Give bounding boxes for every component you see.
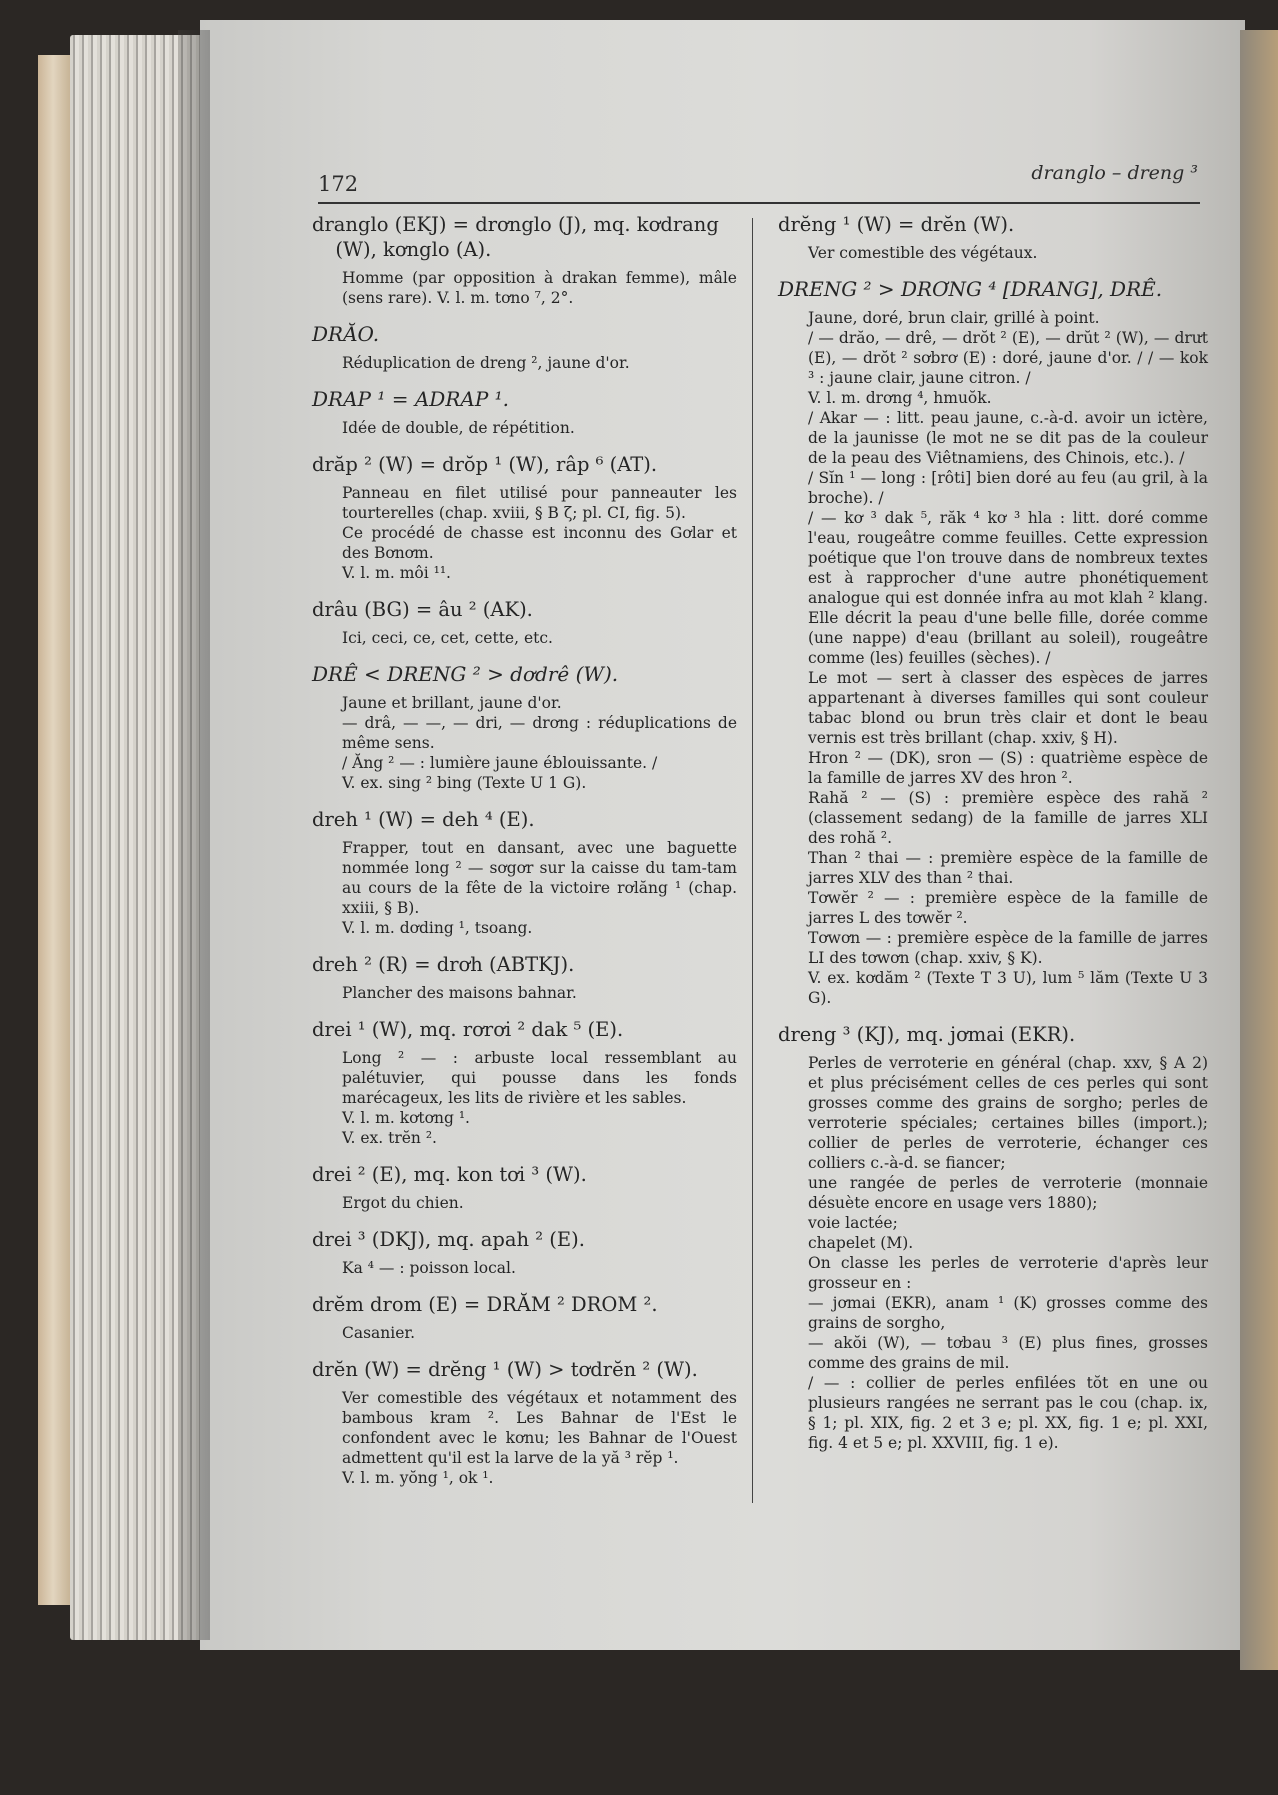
entry-definition: Hron ² — (DK), sron — (S) : quatrième espèce de la famille de jarres XV des hron ². (808, 749, 1208, 787)
entry-definition: V. ex. trĕn ². (342, 1129, 437, 1147)
page-header (318, 162, 1198, 198)
entry-definition: Ver comestible des végétaux. (808, 244, 1038, 262)
dictionary-entry (312, 212, 737, 308)
facing-page-edge (1240, 30, 1278, 1670)
right-column (778, 212, 1208, 1467)
entry-definition: chapelet (M). (808, 1234, 914, 1252)
entry-definition: Casanier. (342, 1324, 416, 1342)
header-rule (318, 202, 1200, 204)
entry-definition: — drâ, — —, — dri, — drơng : réduplications de même sens. (342, 714, 737, 752)
entry-definition: voie lactée; (808, 1214, 898, 1232)
dictionary-entry (778, 212, 1208, 263)
entry-definition: — akŏi (W), — tơbau ³ (E) plus fines, grosses comme des grains de mil. (808, 1334, 1208, 1372)
entry-definition: Réduplication de dreng ², jaune d'or. (342, 354, 630, 372)
entry-headword: dreng ³ (KJ), mq. jơmai (EKR). (778, 1023, 1076, 1046)
entry-headword: dranglo (EKJ) = drơnglo (J), mq. kơdrang (W), kơnglo (A). (312, 213, 719, 261)
dictionary-entry (312, 1227, 737, 1278)
dictionary-entry (778, 1022, 1208, 1453)
entry-definition: Tơwĕr ² — : première espèce de la famille de jarres L des tơwĕr ². (808, 889, 1208, 927)
dictionary-entry (312, 387, 737, 438)
entry-definition: une rangée de perles de verroterie (monnaie désuète encore en usage vers 1880); (808, 1174, 1208, 1212)
entry-headword: drei ² (E), mq. kon tơi ³ (W). (312, 1163, 587, 1186)
entry-definition: Ce procédé de chasse est inconnu des Gơlar et des Bơnơm. (342, 524, 737, 562)
entry-definition: / Ăng ² — : lumière jaune éblouissante. / (342, 754, 658, 772)
entry-headword: drei ¹ (W), mq. rơrơi ² dak ⁵ (E). (312, 1018, 624, 1041)
entry-definition: Perles de verroterie en général (chap. xxv, § A 2) et plus précisément celles de ces perles qui sont grosses comme des grains de sorgho; perles de verroterie spéciales; certaines billes (import.); collier de perles de verroterie, échanger ces colliers c.-à-d. se fiancer; (808, 1054, 1208, 1172)
entry-definition: On classe les perles de verroterie d'après leur grosseur en : (808, 1254, 1208, 1292)
entry-definition: / Akar — : litt. peau jaune, c.-à-d. avoir un ictère, de la jaunisse (le mot ne se dit pas de la couleur de la peau des Viêtnamiens, des Chinois, etc.). / (808, 409, 1208, 467)
entry-headword: drâu (BG) = âu ² (AK). (312, 598, 533, 621)
entry-definition: Frapper, tout en dansant, avec une baguette nommée long ² — sơgơr sur la caisse du tam-tam au cours de la fête de la victoire rơlăng ¹ (chap. xxiii, § B). (342, 839, 737, 917)
entry-definition: V. l. m. kơtơng ¹. (342, 1109, 470, 1127)
entry-definition: / Sĭn ¹ — long : [rôti] bien doré au feu (au gril, à la broche). / (808, 469, 1208, 507)
entry-headword: DRÊ < DRENG ² > dơdrê (W). (312, 662, 619, 686)
entry-definition: Le mot — sert à classer des espèces de jarres appartenant à diverses familles qui sont couleur tabac blond ou brun très clair et dont le beau vernis est très brillant (chap. xxiv, § H). (808, 669, 1208, 747)
entry-definition: Long ² — : arbuste local ressemblant au palétuvier, qui pousse dans les fonds marécageux, les lits de rivière et les sables. (342, 1049, 737, 1107)
dictionary-entry (312, 1292, 737, 1343)
entry-definition: V. l. m. môi ¹¹. (342, 564, 451, 582)
dictionary-entry (312, 1162, 737, 1213)
entry-definition: Tơwơn — : première espèce de la famille de jarres LI des tơwơn (chap. xxiv, § K). (808, 929, 1208, 967)
entry-definition: V. l. m. dơding ¹, tsoang. (342, 919, 533, 937)
column-divider (752, 218, 753, 1503)
entry-definition: Ka ⁴ — : poisson local. (342, 1259, 516, 1277)
entry-definition: Jaune, doré, brun clair, grillé à point. (808, 309, 1100, 327)
entry-definition: V. l. m. drơng ⁴, hmuŏk. (808, 389, 992, 407)
dictionary-entry (312, 662, 737, 793)
entry-definition: Plancher des maisons bahnar. (342, 984, 577, 1002)
entry-headword: DRENG ² > DRƠNG ⁴ [DRANG], DRÊ. (778, 277, 1163, 301)
entry-headword: DRĂO. (312, 322, 380, 346)
entry-definition: / — : collier de perles enfilées tŏt en une ou plusieurs rangées ne serrant pas le cou (chap. ix, § 1; pl. XIX, fig. 2 et 3 e; pl. XX, fig. 1 e; pl. XXI, fig. 4 et 5 e; pl. XXVIII, fig. 1 e). (808, 1374, 1208, 1452)
entry-definition: / — kơ ³ dak ⁵, răk ⁴ kơ ³ hla : litt. doré comme l'eau, rougeâtre comme feuilles. Cette expression poétique que l'on trouve dans de nombreux textes est à rapprocher d'une autre phonétiquement analogue qui est donnée infra au mot klah ² klang. Elle décrit la peau d'une belle fille, dorée comme (une nappe) d'eau (brillant au soleil), rougeâtre comme (les) feuilles (sèches). / (808, 509, 1208, 667)
entry-headword: drĕn (W) = drĕng ¹ (W) > tơdrĕn ² (W). (312, 1358, 698, 1381)
dictionary-entry (312, 322, 737, 373)
entry-headword: drĕm drom (E) = DRĂM ² DROM ². (312, 1293, 658, 1316)
dictionary-entry (312, 807, 737, 938)
entry-definition: — jơmai (EKR), anam ¹ (K) grosses comme des grains de sorgho, (808, 1294, 1208, 1332)
entry-headword: drăp ² (W) = drŏp ¹ (W), râp ⁶ (AT). (312, 453, 658, 476)
entry-definition: V. l. m. yŏng ¹, ok ¹. (342, 1469, 494, 1487)
page-number: 172 (318, 172, 359, 196)
entry-definition: Panneau en filet utilisé pour panneauter les tourterelles (chap. xviii, § B ζ; pl. CI, fig. 5). (342, 484, 737, 522)
entry-definition: Ici, ceci, ce, cet, cette, etc. (342, 629, 553, 647)
entry-headword: drei ³ (DKJ), mq. apah ² (E). (312, 1228, 585, 1251)
entry-headword: dreh ¹ (W) = deh ⁴ (E). (312, 808, 535, 831)
entry-definition: V. ex. sing ² bing (Texte U 1 G). (342, 774, 587, 792)
dictionary-entry (312, 452, 737, 583)
entry-definition: Ver comestible des végétaux et notamment des bambous kram ². Les Bahnar de l'Est le confondent avec le kơnu; les Bahnar de l'Ouest admettent qu'il est la larve de la yă ³ rĕp ¹. (342, 1389, 737, 1467)
dictionary-entry (312, 597, 737, 648)
dictionary-entry (312, 1017, 737, 1148)
gutter-shadow (178, 30, 210, 1640)
entry-definition: Ergot du chien. (342, 1194, 464, 1212)
entry-headword: DRAP ¹ = ADRAP ¹. (312, 387, 510, 411)
entry-definition: Than ² thai — : première espèce de la famille de jarres XLV des than ² thai. (808, 849, 1208, 887)
entry-definition: Rahă ² — (S) : première espèce des rahă ² (classement sedang) de la famille de jarres XLI des rohă ². (808, 789, 1208, 847)
entry-definition: / — drăo, — drê, — drŏt ² (E), — drŭt ² (W), — drưt (E), — drŏt ² sơbrơ (E) : doré, jaune d'or. / / — kok ³ : jaune clair, jaune citron. / (808, 329, 1208, 387)
dictionary-entry (312, 1357, 737, 1488)
entry-definition: Homme (par opposition à drakan femme), mâle (sens rare). V. l. m. tơno ⁷, 2°. (342, 269, 737, 307)
dictionary-entry (312, 952, 737, 1003)
entry-headword: drĕng ¹ (W) = drĕn (W). (778, 213, 1015, 236)
left-column (312, 212, 737, 1502)
running-head: dranglo – dreng ³ (1031, 162, 1198, 184)
dictionary-entry (778, 277, 1208, 1008)
entry-definition: Jaune et brillant, jaune d'or. (342, 694, 562, 712)
entry-definition: Idée de double, de répétition. (342, 419, 575, 437)
entry-definition: V. ex. kơdăm ² (Texte T 3 U), lum ⁵ lăm (Texte U 3 G). (808, 969, 1208, 1007)
entry-headword: dreh ² (R) = drơh (ABTKJ). (312, 953, 575, 976)
